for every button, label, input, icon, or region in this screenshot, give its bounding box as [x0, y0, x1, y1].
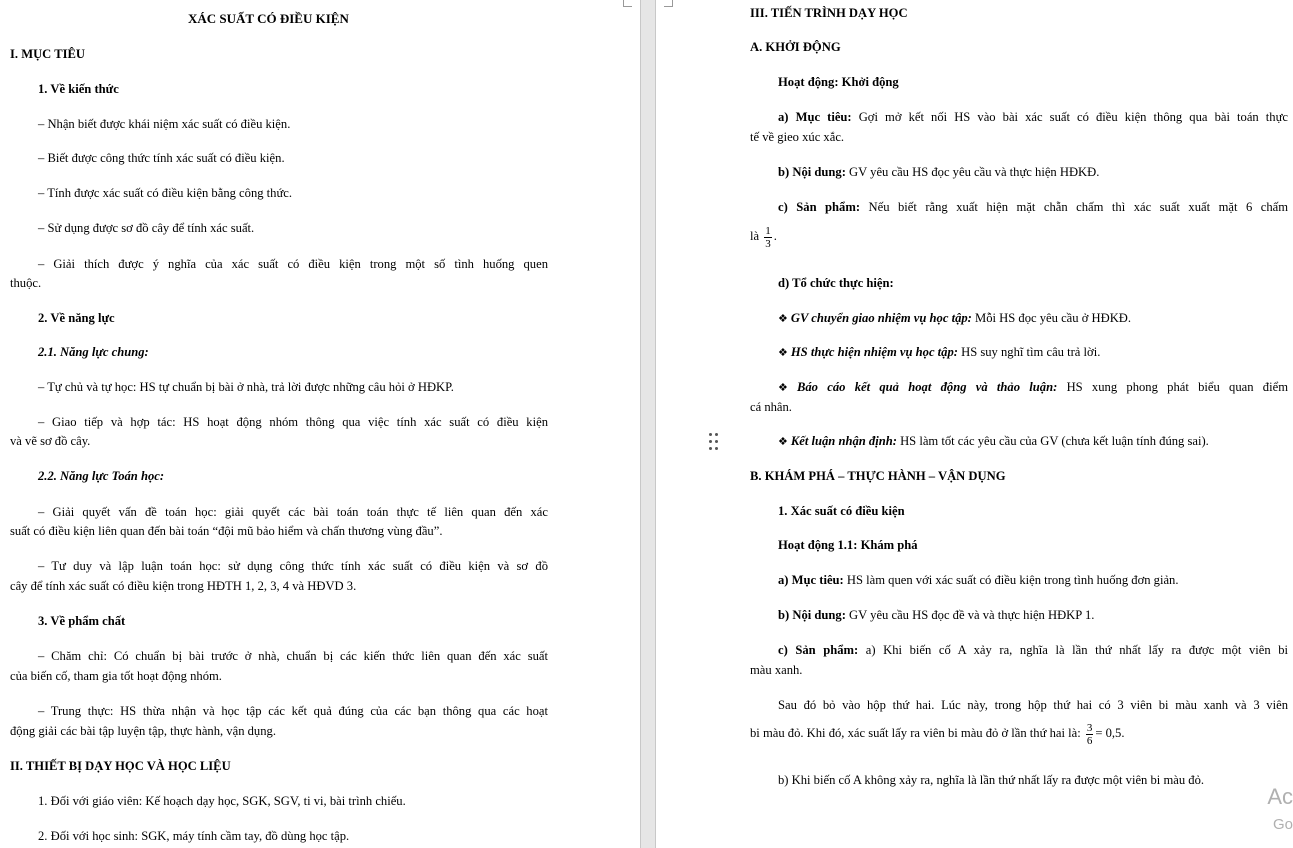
- page-corner-mark: [623, 0, 632, 7]
- fraction-numerator: 3: [1086, 721, 1093, 734]
- activation-watermark: Ac: [1267, 784, 1293, 809]
- fraction-denominator: 6: [1086, 734, 1093, 747]
- paragraph: của biến cố, tham gia tốt hoạt động nhóm.: [10, 669, 222, 683]
- label-content: b) Nội dung:: [778, 165, 846, 179]
- paragraph: – Trung thực: HS thừa nhận và học tập các kết quả đúng của các bạn thông qua các hoạt: [38, 704, 548, 718]
- paragraph-text: = 0,5.: [1095, 726, 1125, 740]
- bullet-item: [778, 308, 1131, 329]
- paragraph: – Sử dụng được sơ đồ cây để tính xác suất.: [38, 221, 255, 235]
- paragraph: – Nhận biết được khái niệm xác suất có điều kiện.: [38, 117, 291, 131]
- paragraph: – Giải thích được ý nghĩa của xác suất có điều kiện trong một số tình huống quen: [38, 257, 548, 271]
- activity-heading: Hoạt động: Khởi động: [778, 75, 899, 89]
- paragraph: và vẽ sơ đồ cây.: [10, 434, 91, 448]
- paragraph: – Tính được xác suất có điều kiện bằng công thức.: [38, 186, 293, 200]
- subsection-heading: 2. Về năng lực: [38, 311, 115, 325]
- paragraph-text: Mỗi HS đọc yêu cầu ở HĐKĐ.: [971, 311, 1132, 325]
- label-product: c) Sản phẩm:: [778, 200, 861, 214]
- paragraph-text: Nếu biết rằng xuất hiện mặt chẵn chấm thì xác suất xuất mặt 6 chấm: [860, 200, 1288, 214]
- bullet-label: GV chuyển giao nhiệm vụ học tập:: [790, 311, 972, 325]
- subsection-heading: 1. Xác suất có điều kiện: [778, 504, 905, 518]
- bullet-label: Kết luận nhận định:: [790, 434, 897, 448]
- paragraph: 1. Đối với giáo viên: Kế hoạch dạy học, SGK, SGV, ti vi, bài trình chiếu.: [38, 794, 406, 808]
- document-page-right: [656, 0, 1293, 848]
- subsection-heading: 2.2. Năng lực Toán học:: [38, 469, 165, 483]
- paragraph: – Biết được công thức tính xác suất có điều kiện.: [38, 151, 285, 165]
- label-product: c) Sản phẩm:: [778, 643, 859, 657]
- paragraph: động giải các bài tập luyện tập, thực hành, vận dụng.: [10, 724, 276, 738]
- paragraph: suất có điều kiện liên quan đến bài toán “đội mũ bảo hiểm và chấn thương vùng đầu”.: [10, 524, 443, 538]
- section-heading: A. KHỞI ĐỘNG: [750, 40, 841, 54]
- paragraph: [778, 605, 1094, 625]
- bullet-item: [778, 342, 1100, 363]
- paragraph: tế về gieo xúc xắc.: [750, 130, 845, 144]
- section-heading: III. TIẾN TRÌNH DẠY HỌC: [750, 6, 908, 20]
- diamond-bullet-icon: ❖: [778, 382, 794, 394]
- paragraph-text: là: [750, 229, 760, 243]
- paragraph-text: HS làm tốt các yêu cầu của GV (chưa kết luận tính đúng sai).: [896, 434, 1209, 448]
- paragraph: [750, 222, 777, 250]
- label-objective: a) Mục tiêu:: [778, 573, 844, 587]
- paragraph: cây để tính xác suất có điều kiện trong HĐTH 1, 2, 3, 4 và HĐVD 3.: [10, 579, 357, 593]
- section-heading: I. MỤC TIÊU: [10, 47, 85, 61]
- fraction: [764, 225, 772, 250]
- subsection-heading: 2.1. Năng lực chung:: [38, 345, 149, 359]
- label-content: b) Nội dung:: [778, 608, 846, 622]
- paragraph: – Giao tiếp và hợp tác: HS hoạt động nhóm thông qua việc tính xác suất có điều kiện: [38, 415, 548, 429]
- label-objective: a) Mục tiêu:: [778, 110, 852, 124]
- paragraph: – Tư duy và lập luận toán học: sử dụng công thức tính xác suất có điều kiện và sơ đồ: [38, 559, 548, 573]
- paragraph-text: HS làm quen với xác suất có điều kiện trong tình huống đơn giản.: [843, 573, 1179, 587]
- diamond-bullet-icon: ❖: [778, 347, 788, 359]
- fraction: [1086, 722, 1094, 747]
- paragraph: [778, 640, 1288, 660]
- document-title: XÁC SUẤT CÓ ĐIỀU KIỆN: [188, 11, 349, 26]
- bullet-item: [778, 377, 1288, 398]
- bullet-item: [778, 431, 1209, 452]
- fraction-numerator: 1: [765, 224, 771, 237]
- document-page-left: [0, 0, 640, 848]
- paragraph: [778, 107, 1288, 127]
- paragraph: Sau đó bỏ vào hộp thứ hai. Lúc này, trong hộp thứ hai có 3 viên bi màu xanh và 3 viên: [778, 698, 1288, 712]
- subsection-heading: 3. Về phẩm chất: [38, 614, 126, 628]
- paragraph: – Chăm chỉ: Có chuẩn bị bài trước ở nhà, chuẩn bị các kiến thức liên quan đến xác suất: [38, 649, 548, 663]
- bullet-label: Báo cáo kết quả hoạt động và thảo luận:: [796, 380, 1058, 394]
- paragraph-text: Gợi mở kết nối HS vào bài xác suất có điều kiện thông qua bài toán thực: [851, 110, 1289, 124]
- activation-watermark: Go: [1272, 816, 1293, 833]
- paragraph-text: HS xung phong phát biểu quan điểm: [1057, 380, 1288, 394]
- fraction-denominator: 3: [765, 237, 771, 250]
- paragraph-text: GV yêu cầu HS đọc đề và và thực hiện HĐKP 1.: [845, 608, 1095, 622]
- subsection-heading: 1. Về kiến thức: [38, 82, 119, 96]
- paragraph: b) Khi biến cố A không xảy ra, nghĩa là lần thứ nhất lấy ra được một viên bi màu đỏ.: [778, 773, 1205, 787]
- drag-handle-icon[interactable]: [708, 432, 720, 452]
- paragraph: 2. Đối với học sinh: SGK, máy tính cầm tay, đồ dùng học tập.: [38, 829, 350, 843]
- paragraph-text: HS suy nghĩ tìm câu trả lời.: [957, 345, 1101, 359]
- paragraph-text: bi màu đỏ. Khi đó, xác suất lấy ra viên bi màu đỏ ở lần thứ hai là:: [750, 726, 1081, 740]
- diamond-bullet-icon: ❖: [778, 313, 788, 325]
- paragraph: [778, 570, 1179, 590]
- paragraph: màu xanh.: [750, 663, 803, 677]
- paragraph: [778, 197, 1288, 217]
- bullet-label: HS thực hiện nhiệm vụ học tập:: [790, 345, 958, 359]
- diamond-bullet-icon: ❖: [778, 436, 788, 448]
- subheading: d) Tổ chức thực hiện:: [778, 276, 894, 290]
- page-gap: [640, 0, 656, 848]
- paragraph-text: GV yêu cầu HS đọc yêu cầu và thực hiện HĐKĐ.: [845, 165, 1100, 179]
- paragraph: – Tự chủ và tự học: HS tự chuẩn bị bài ở nhà, trả lời được những câu hỏi ở HĐKP.: [38, 380, 454, 394]
- paragraph: thuộc.: [10, 276, 42, 290]
- section-heading: II. THIẾT BỊ DẠY HỌC VÀ HỌC LIỆU: [10, 759, 231, 773]
- page-corner-mark: [664, 0, 673, 7]
- paragraph: cá nhân.: [750, 400, 792, 414]
- section-heading: B. KHÁM PHÁ – THỰC HÀNH – VẬN DỤNG: [750, 469, 1006, 483]
- paragraph-text: .: [773, 229, 777, 243]
- paragraph-text: a) Khi biến cố A xảy ra, nghĩa là lần thứ nhất lấy ra được một viên bi: [858, 643, 1289, 657]
- paragraph: [750, 718, 1125, 748]
- activity-heading: Hoạt động 1.1: Khám phá: [778, 538, 918, 552]
- paragraph: [778, 162, 1099, 182]
- paragraph: – Giải quyết vấn đề toán học: giải quyết các bài toán toán thực tế liên quan đến xác: [38, 505, 548, 519]
